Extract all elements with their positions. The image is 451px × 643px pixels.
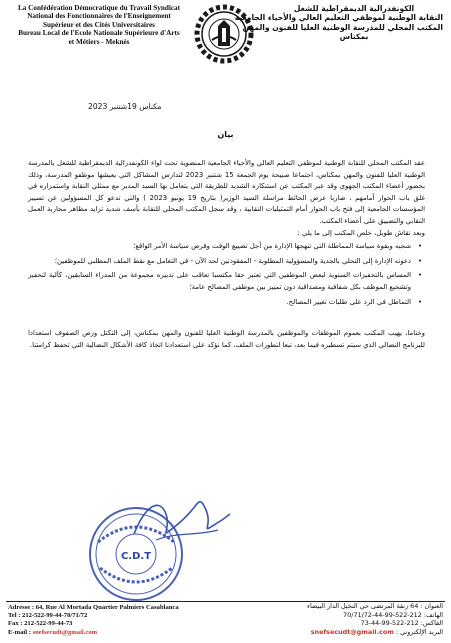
footer-tel: Tel : 212-522-99-44-70/71/72 [8,612,88,620]
footer-arabic-address: العنوان : 64 زنقة المرتضى حي النخيل الدار البيضاء [306,602,443,610]
footer-arabic-fax: الفاكس: 212-522-99-44-73 [360,619,443,628]
header-french-line-4: Bureau Local de l'Ecole Nationale Supérieure d'Arts [18,29,180,38]
intro-paragraph: عقد المكتب المحلي للنقابة الوطنية لموظفي التعليم العالي والأحياء الجامعية المنضوية تحت لواء الكونفدرالية الديمقراطية للشغل بالمدرسة الوطنية العليا للفنون والمهن بمكناس، اجتماعا صبيحة يوم الجمعة 15 شتنبر 2023 لتدارس المشاكل التي يعيشها موظفو المدرسة، وذلك بحضور أعضاء المكتب الجهوي وقد عبر المكتب عن استنكاره الشديد للطريقة التي يتعامل بها السيد المدير مع ممثلي النقابة واستمراره في غلق باب الحوار أمامهم ، ضاربا عرض الحائط مراسلة السيد الوزير( بتاريخ 19 يونيو 2023 ) والتي تدعو كل المسؤولين عن تسيير المؤسسات الجامعية إلى فتح باب الحوار أمام التمثيليات النقابية ، وقد سجل المكتب المحلي للنقابة بأسف شديد تزايد مظاهر محاربة العمل النقابي والتضييق على أعضاء المكتب. [28,159,425,225]
closing-paragraph: وختاما، يهيب المكتب بعموم الموظفات والموظفين بالمدرسة الوطنية العليا للفنون والمهن بمكناس، إلى التكتل ورص الصفوف استعدادا للبرنامج النضالي الذي سيتم تسطيره فيما بعد، تبعا لتطورات الملف، كما نؤكد على استعدادنا اتخاذ كافة الأشكال النضالية التي تحفظ كرامتنا. [28,329,425,349]
conclusion-item-3: • المساس بالتحفيزات السنوية لبعض الموظفين التي تعتبر حقا مكتسبا تعاقب على تدبيره مجموعة من المدراء السابقين، كآلية لتحفيز وتشجيع الموظف بكل شفافية ومصداقية دون تمييز بين موظفي المصالح عامة؛ [28,270,411,293]
header-arabic-line-3: المكتب المحلي للمدرسة الوطنية العليا للفنون والمهن [242,22,443,32]
statement-date: مكناس 19شتنبر 2023 [88,102,162,111]
header-arabic-line-4: بمكناس [339,32,369,42]
header-french-line-3: Supérieur et des Cités Universitaires [43,20,155,29]
header-arabic [234,4,443,42]
conclusion-item-2: • دعوته الإدارة إلى التحلي بالجدية والمسؤولية المطلوبة - المفقودتين لحد الآن - في التعامل مع نقط الملف المطلبي للموظفين؛ [28,256,411,268]
statement-title: بيان [217,130,234,139]
footer-email-label: E-mail : [8,628,31,636]
statement-body [28,158,425,351]
footer-arabic-tel: الهاتف: 212-522-99-44-70/71/72 [343,610,443,619]
union-gear-logo [192,2,256,66]
footer-email-link[interactable]: snefsecudt@gmail.com [32,628,98,636]
header-french [8,4,190,46]
footer-fax: Fax : 212-522-99-44-73 [8,620,73,628]
footer-french [8,604,218,637]
footer-arabic-email-link[interactable]: snefsecudt@gmail.com [310,627,394,636]
footer-address: Adresse : 64, Rue Al Mortada Quartier Palmiers Casablanca [8,604,179,611]
header-arabic-line-2: النقابة الوطنية لموظفي التعليم العالي والأحياء الجامعية [234,13,443,23]
conclusion-item-1: • شجبه وبقوة سياسة المماطلة التي تنهجها الإدارة من أجل تضييع الوقت وفرض سياسة الأمر الواقع؛ [28,241,411,253]
conclusions-list [28,241,425,308]
footer-arabic [243,602,443,636]
discussion-line: وبعد نقاش طويل، خلص المكتب إلى ما يلي : [297,228,425,237]
header-arabic-line-1: الكونفدرالية الديمقراطية للشغل [293,4,415,13]
header-french-line-1: La Confédération Démocratique du Travail Syndicat [17,4,181,12]
conclusion-item-4: • التماطل في الرد على طلبات تغيير المصالح. [28,297,411,309]
handwritten-signature [126,484,236,548]
header-french-line-5: et Métiers - Meknès [68,37,130,46]
header-french-line-2: National des Fonctionnaires de l'Enseignement [27,12,171,21]
footer-arabic-email-label: البريد الإلكتروني : [395,627,443,636]
stamp-label: C.D.T [120,551,152,562]
